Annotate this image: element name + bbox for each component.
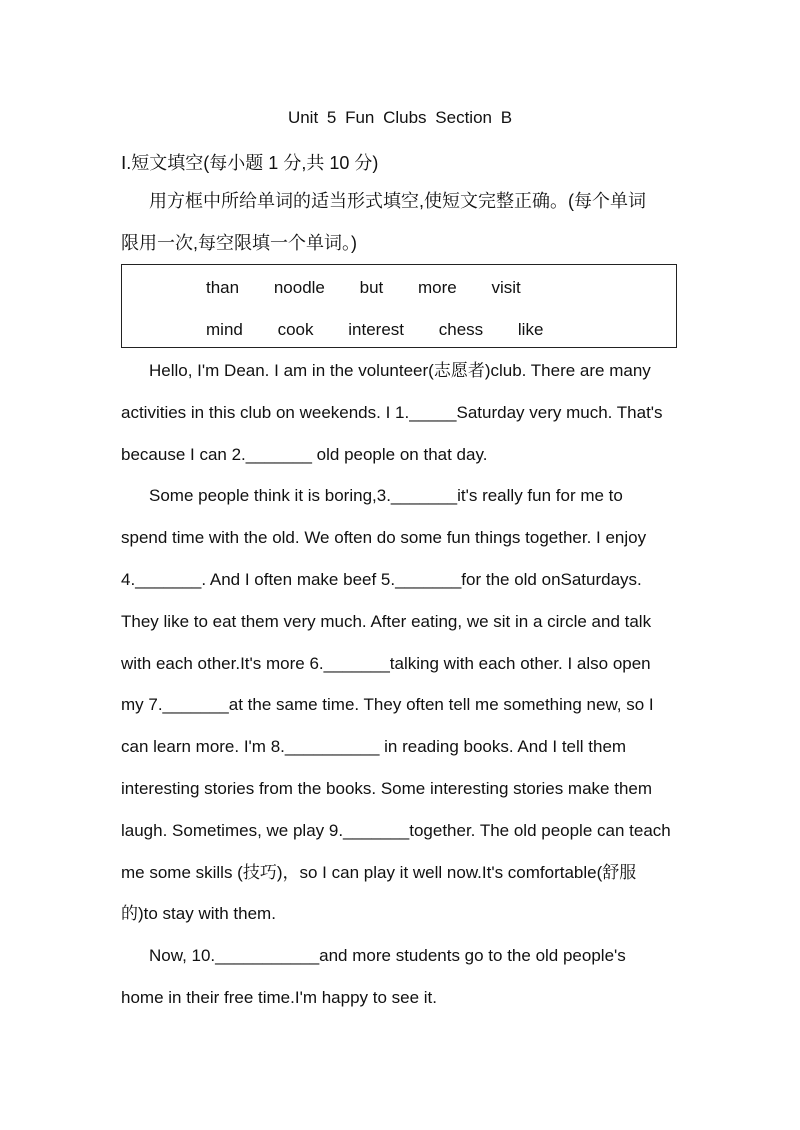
word-option: interest [348, 320, 404, 339]
passage-line: home in their free time.I'm happy to see it. [121, 987, 438, 1007]
word-option: cook [277, 320, 314, 339]
instruction-line: 限用一次,每空限填一个单词。) [121, 233, 357, 253]
passage [121, 350, 691, 1019]
word-option: chess [438, 320, 484, 339]
passage-line: laugh. Sometimes, we play 9._______together. The old people can teach [121, 820, 671, 840]
passage-line: my 7._______at the same time. They often tell me something new, so I [121, 695, 654, 715]
word-box [121, 264, 677, 348]
passage-line: Some people think it is boring,3._______it's really fun for me to [149, 486, 623, 506]
page-title: Unit 5 Fun Clubs Section B [287, 108, 513, 127]
passage-line: activities in this club on weekends. I 1._____Saturday very much. That's [121, 402, 663, 422]
word-option: more [418, 278, 457, 297]
passage-line: interesting stories from the books. Some interesting stories make them [121, 778, 653, 798]
passage-line: Now, 10.___________and more students go to the old people's [149, 946, 626, 966]
instruction-line: 用方框中所给单词的适当形式填空,使短文完整正确。(每个单词 [149, 191, 646, 211]
passage-line: because I can 2._______ old people on that day. [121, 444, 488, 464]
word-option: noodle [273, 278, 325, 297]
passage-line: spend time with the old. We often do some fun things together. I enjoy [121, 528, 647, 548]
word-option: but [359, 278, 384, 297]
passage-line: Hello, I'm Dean. I am in the volunteer(志愿者)club. There are many [149, 361, 651, 380]
passage-line: with each other.It's more 6._______talking with each other. I also open [121, 653, 651, 673]
word-option: like [517, 320, 544, 339]
section-heading: Ⅰ.短文填空(每小题 1 分,共 10 分) [121, 153, 379, 173]
passage-line: can learn more. I'm 8.__________ in reading books. And I tell them [121, 737, 627, 757]
word-row [206, 278, 551, 298]
passage-line: 的)to stay with them. [121, 904, 276, 924]
word-option: visit [491, 278, 521, 297]
word-option: than [206, 278, 240, 297]
instructions [121, 180, 681, 264]
word-row [206, 320, 573, 340]
word-option: mind [206, 320, 243, 339]
passage-line: me some skills (技巧)，so I can play it well now.It's comfortable(舒服 [121, 862, 637, 882]
passage-line: They like to eat them very much. After eating, we sit in a circle and talk [121, 611, 652, 631]
passage-line: 4._______. And I often make beef 5._______for the old onSaturdays. [121, 569, 642, 589]
